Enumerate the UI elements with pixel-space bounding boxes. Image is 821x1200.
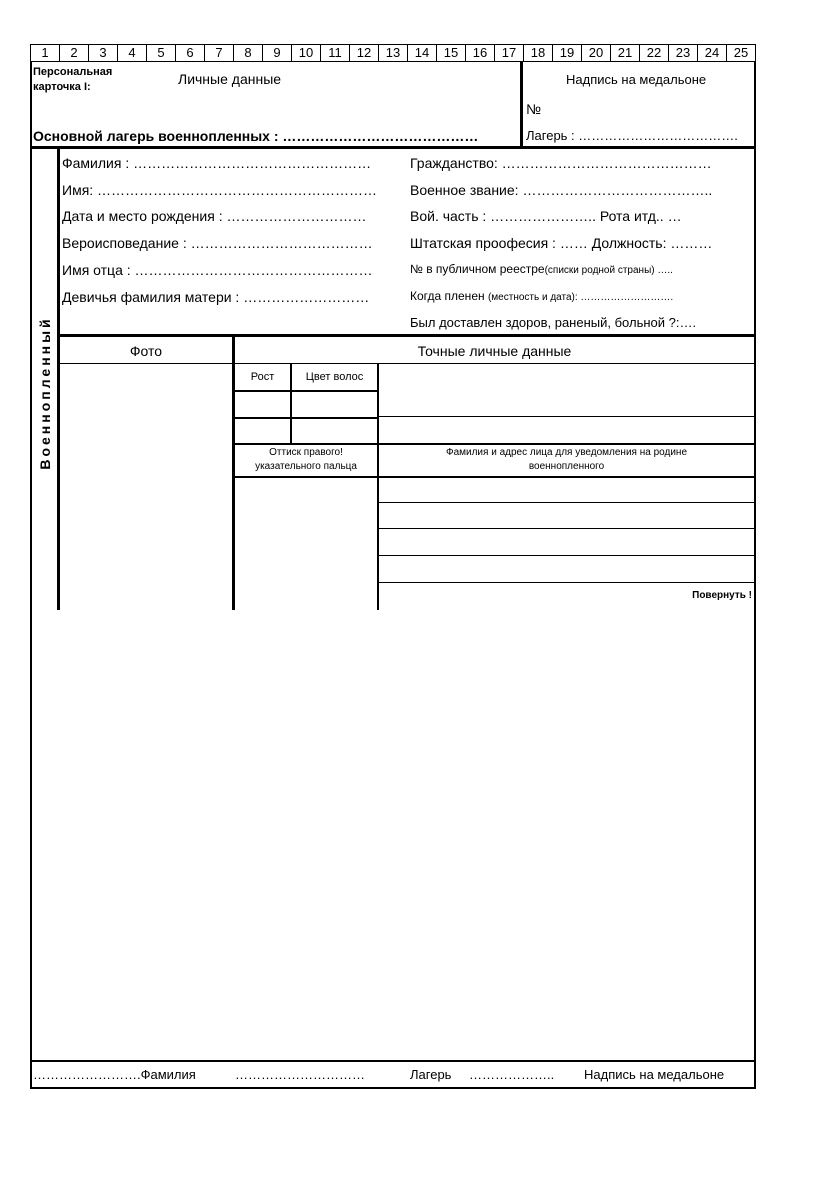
- column-number-cell: 22: [640, 45, 669, 61]
- field-profession-position[interactable]: Штатская проофесия : …… Должность: ………: [410, 235, 713, 251]
- footer-camp-dots[interactable]: ………………..: [469, 1067, 555, 1082]
- field-religion[interactable]: Вероисповедание : …………………………………: [62, 235, 373, 251]
- column-number-cell: 20: [582, 45, 611, 61]
- captured-hint: (местность и дата): ……………………….: [487, 292, 674, 303]
- field-birth[interactable]: Дата и место рождения : …………………………: [62, 208, 367, 224]
- column-number-cell: 13: [379, 45, 408, 61]
- column-number-cell: 8: [234, 45, 263, 61]
- notify-line-2: [379, 528, 754, 529]
- side-column-divider: [57, 148, 60, 610]
- header-vertical-divider: [520, 62, 523, 148]
- height-hair-header-rule: [235, 390, 379, 392]
- medallion-number-label[interactable]: №: [526, 101, 542, 117]
- footer-top-rule: [30, 1060, 756, 1062]
- notify-line-4: [379, 582, 754, 583]
- fields-bottom-rule: [57, 334, 756, 337]
- personal-data-title: Личные данные: [178, 71, 282, 87]
- notify-line-3: [379, 555, 754, 556]
- photo-label: Фото: [129, 343, 163, 359]
- footer-surname-dots: …………………………: [235, 1067, 365, 1082]
- prisoner-side-label: Военнопленный: [37, 316, 53, 470]
- height-label: Рост: [250, 371, 275, 383]
- footer-surname-field[interactable]: …………………….Фамилия: [33, 1067, 196, 1082]
- column-number-cell: 2: [60, 45, 89, 61]
- field-rank[interactable]: Военное звание: …………………………………..: [410, 182, 713, 198]
- column-number-cell: 12: [350, 45, 379, 61]
- footer-medallion-label: Надпись на медальоне: [584, 1067, 725, 1082]
- fingerprint-header-rule: [235, 476, 756, 478]
- height-hair-row-rule: [235, 417, 379, 419]
- exact-data-label: Точные личные данные: [417, 343, 572, 359]
- field-registry-number[interactable]: [410, 263, 673, 276]
- registry-hint: (списки родной страны) …..: [544, 265, 673, 276]
- column-number-cell: 1: [31, 45, 60, 61]
- medallion-camp-field[interactable]: Лагерь : ……………………………….: [526, 128, 738, 143]
- field-name[interactable]: Имя: ……………………………………………………: [62, 182, 378, 198]
- column-number-cell: 21: [611, 45, 640, 61]
- hair-color-label: Цвет волос: [305, 371, 364, 383]
- section-header-rule: [57, 363, 756, 364]
- grid-right-divider: [377, 364, 379, 610]
- field-surname[interactable]: Фамилия : ……………………………………………: [62, 155, 372, 171]
- column-number-cell: 7: [205, 45, 234, 61]
- column-number-cell: 6: [176, 45, 205, 61]
- column-number-cell: 15: [437, 45, 466, 61]
- field-citizenship[interactable]: Гражданство: ………………………………………: [410, 155, 712, 171]
- notify-label-1: Фамилия и адрес лица для уведомления на родине: [445, 447, 688, 458]
- column-number-cell: 10: [292, 45, 321, 61]
- frame-left-border: [30, 62, 32, 1089]
- column-number-row: [30, 44, 756, 62]
- field-unit-company[interactable]: Вой. часть : ………………….. Рота итд.. …: [410, 208, 682, 224]
- fingerprint-label-2: указательного пальца: [255, 461, 357, 472]
- column-number-cell: 11: [321, 45, 350, 61]
- fingerprint-label-1: Оттиск правого!: [269, 447, 343, 458]
- column-number-cell: 3: [89, 45, 118, 61]
- card-label-line1: Персональная: [33, 66, 113, 78]
- captured-label: Когда пленен: [410, 289, 485, 303]
- notify-line-1: [379, 502, 754, 503]
- field-health-status[interactable]: Был доставлен здоров, раненый, больной ?:….: [410, 315, 697, 330]
- field-mother-maiden-name[interactable]: Девичья фамилия матери : ………………………: [62, 289, 370, 305]
- footer-camp-label: Лагерь: [410, 1067, 452, 1082]
- column-number-cell: 4: [118, 45, 147, 61]
- column-number-cell: 19: [553, 45, 582, 61]
- medallion-title: Надпись на медальоне: [566, 72, 707, 87]
- notify-label-2: военнопленного: [528, 461, 605, 472]
- frame-right-border: [754, 62, 756, 1089]
- main-camp-field[interactable]: Основной лагерь военнопленных : ……………………………………: [33, 128, 479, 144]
- grid-row-rule-1: [379, 416, 754, 417]
- column-number-cell: 9: [263, 45, 292, 61]
- column-number-cell: 25: [727, 45, 756, 61]
- turn-over-note: Повернуть !: [692, 590, 752, 601]
- column-number-cell: 23: [669, 45, 698, 61]
- grid-row-rule-2: [235, 443, 756, 445]
- field-father-name[interactable]: Имя отца : ……………………………………………: [62, 262, 373, 278]
- card-label-line2: карточка I:: [33, 81, 91, 93]
- column-number-cell: 17: [495, 45, 524, 61]
- header-bottom-rule: [30, 146, 756, 149]
- column-number-cell: 14: [408, 45, 437, 61]
- column-number-cell: 24: [698, 45, 727, 61]
- frame-bottom-border: [30, 1087, 756, 1089]
- field-captured-when[interactable]: [410, 290, 673, 303]
- column-number-cell: 16: [466, 45, 495, 61]
- registry-label: № в публичном реестре: [410, 262, 545, 276]
- column-number-cell: 5: [147, 45, 176, 61]
- column-number-cell: 18: [524, 45, 553, 61]
